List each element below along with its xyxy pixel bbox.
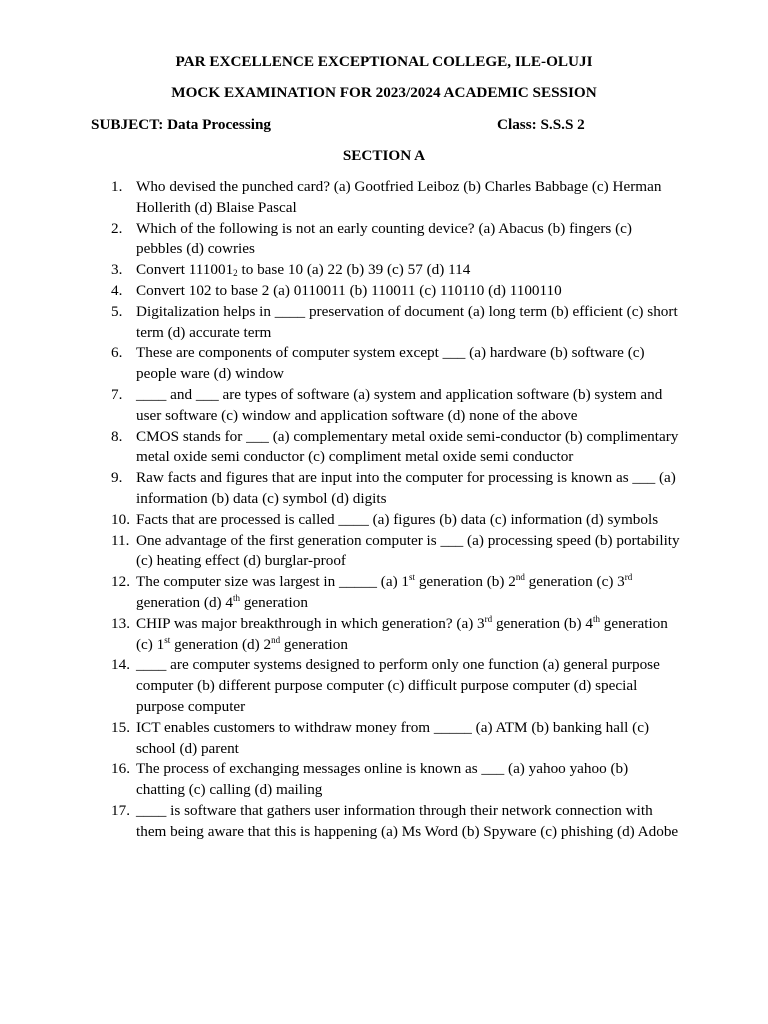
question-text-part: to base 10 (a) 22 (b) 39 (c) 57 (d) 114 [237, 261, 471, 279]
question-item [0, 531, 680, 573]
question-number: 7. [111, 385, 123, 403]
question-text: ____ is software that gathers user information through their network connection with them being aware that this is happening (a) Ms Word (b) Spyware (c) phishing (d) Adobe [136, 801, 679, 840]
ordinal-suffix: th [233, 592, 241, 603]
question-text-part: CHIP was major breakthrough in which generation? (a) 3 [136, 614, 485, 632]
question-text: These are components of computer system except ___ (a) hardware (b) software (c) people ware (d) window [136, 344, 645, 383]
question-text: Who devised the punched card? (a) Gootfried Leiboz (b) Charles Babbage (c) Herman Hollerith (d) Blaise Pascal [136, 178, 662, 216]
question-item [0, 427, 680, 469]
ordinal-suffix: rd [624, 572, 633, 583]
question-text: ____ are computer systems designed to perform only one function (a) general purpose computer (b) different purpose computer (c) difficult purpose computer (d) special purpose computer [136, 656, 660, 715]
question-text: One advantage of the first generation computer is ___ (a) processing speed (b) portability (c) heating effect (d) burglar-proof [136, 531, 680, 570]
question-number: 1. [111, 178, 123, 195]
exam-title: MOCK EXAMINATION FOR 2023/2024 ACADEMIC SESSION [171, 84, 597, 101]
question-text-part: The computer size was largest in _____ (a) 1 [136, 573, 410, 591]
question-number: 8. [111, 427, 123, 445]
question-item [0, 219, 680, 261]
class-label: Class: S.S.S 2 [497, 116, 585, 133]
question-text: ____ and ___ are types of software (a) system and application software (b) system and user software (c) window and application software (d) none of the above [136, 385, 663, 424]
subject-row [91, 115, 691, 135]
ordinal-suffix: st [409, 572, 416, 583]
question-text-part: generation (b) 4 [492, 614, 593, 632]
question-text-part: generation (d) 4 [136, 593, 233, 611]
question-number: 12. [111, 573, 130, 591]
question-text-part: generation (c) 1 [136, 614, 668, 653]
question-text [136, 615, 668, 653]
question-number: 4. [111, 281, 123, 299]
question-list [0, 177, 768, 843]
question-number: 15. [111, 718, 130, 736]
question-number: 2. [111, 219, 123, 237]
question-item [0, 718, 680, 760]
question-text: Convert 102 to base 2 (a) 0110011 (b) 110011 (c) 110110 (d) 1100110 [136, 281, 562, 299]
question-item [0, 177, 680, 219]
question-item [0, 468, 680, 510]
question-number: 5. [111, 302, 123, 320]
question-text [136, 261, 470, 278]
section-title: SECTION A [342, 147, 426, 164]
subject-label: SUBJECT: Data Processing [91, 116, 272, 133]
question-text: Raw facts and figures that are input into the computer for processing is known as ___ (a) information (b) data (c) symbol (d) digits [136, 469, 676, 507]
question-item [0, 281, 680, 302]
question-number: 10. [111, 510, 130, 528]
question-number: 16. [111, 760, 130, 778]
question-number: 13. [111, 614, 130, 632]
ordinal-suffix: st [164, 634, 171, 645]
question-item [0, 510, 680, 531]
question-number: 3. [111, 261, 123, 279]
question-text-part: generation (b) 2 [415, 573, 516, 591]
ordinal-suffix: rd [484, 613, 493, 624]
question-item [0, 614, 680, 656]
question-text [136, 573, 632, 611]
question-text: Digitalization helps in ____ preservation of document (a) long term (b) efficient (c) short term (d) accurate term [136, 302, 678, 341]
ordinal-suffix: nd [271, 634, 281, 645]
question-item [0, 385, 680, 427]
question-text-part: generation (c) 3 [524, 573, 625, 591]
school-name: PAR EXCELLENCE EXCEPTIONAL COLLEGE, ILE-OLUJI [175, 53, 593, 70]
question-text-part: generation [240, 593, 308, 611]
ordinal-suffix: th [592, 613, 600, 624]
question-number: 14. [111, 656, 130, 674]
base-subscript: 2 [233, 268, 238, 279]
question-number: 6. [111, 344, 123, 362]
question-number: 11. [111, 531, 130, 549]
question-item [0, 302, 680, 344]
question-item [0, 801, 680, 843]
question-text: CMOS stands for ___ (a) complementary metal oxide semi-conductor (b) complimentary metal oxide semi conductor (c) compliment metal oxide semi conductor [136, 427, 679, 466]
question-text: Which of the following is not an early counting device? (a) Abacus (b) fingers (c) pebbles (d) cowries [136, 219, 632, 258]
question-item [0, 655, 680, 717]
question-item [0, 343, 680, 385]
question-text-part: generation (d) 2 [170, 635, 272, 653]
ordinal-suffix: nd [515, 572, 525, 583]
question-text-part: generation [280, 635, 348, 653]
question-text: Facts that are processed is called ____ (a) figures (b) data (c) information (d) symbols [136, 510, 659, 528]
question-text: ICT enables customers to withdraw money from _____ (a) ATM (b) banking hall (c) school (d) parent [136, 718, 650, 757]
question-number: 17. [111, 801, 130, 819]
question-item [0, 260, 680, 281]
question-number: 9. [111, 469, 123, 487]
question-item [0, 572, 680, 614]
question-text: The process of exchanging messages online is known as ___ (a) yahoo yahoo (b) chatting (c) calling (d) mailing [136, 760, 629, 799]
question-text-part: Convert 111001 [136, 261, 234, 279]
question-item [0, 759, 680, 801]
